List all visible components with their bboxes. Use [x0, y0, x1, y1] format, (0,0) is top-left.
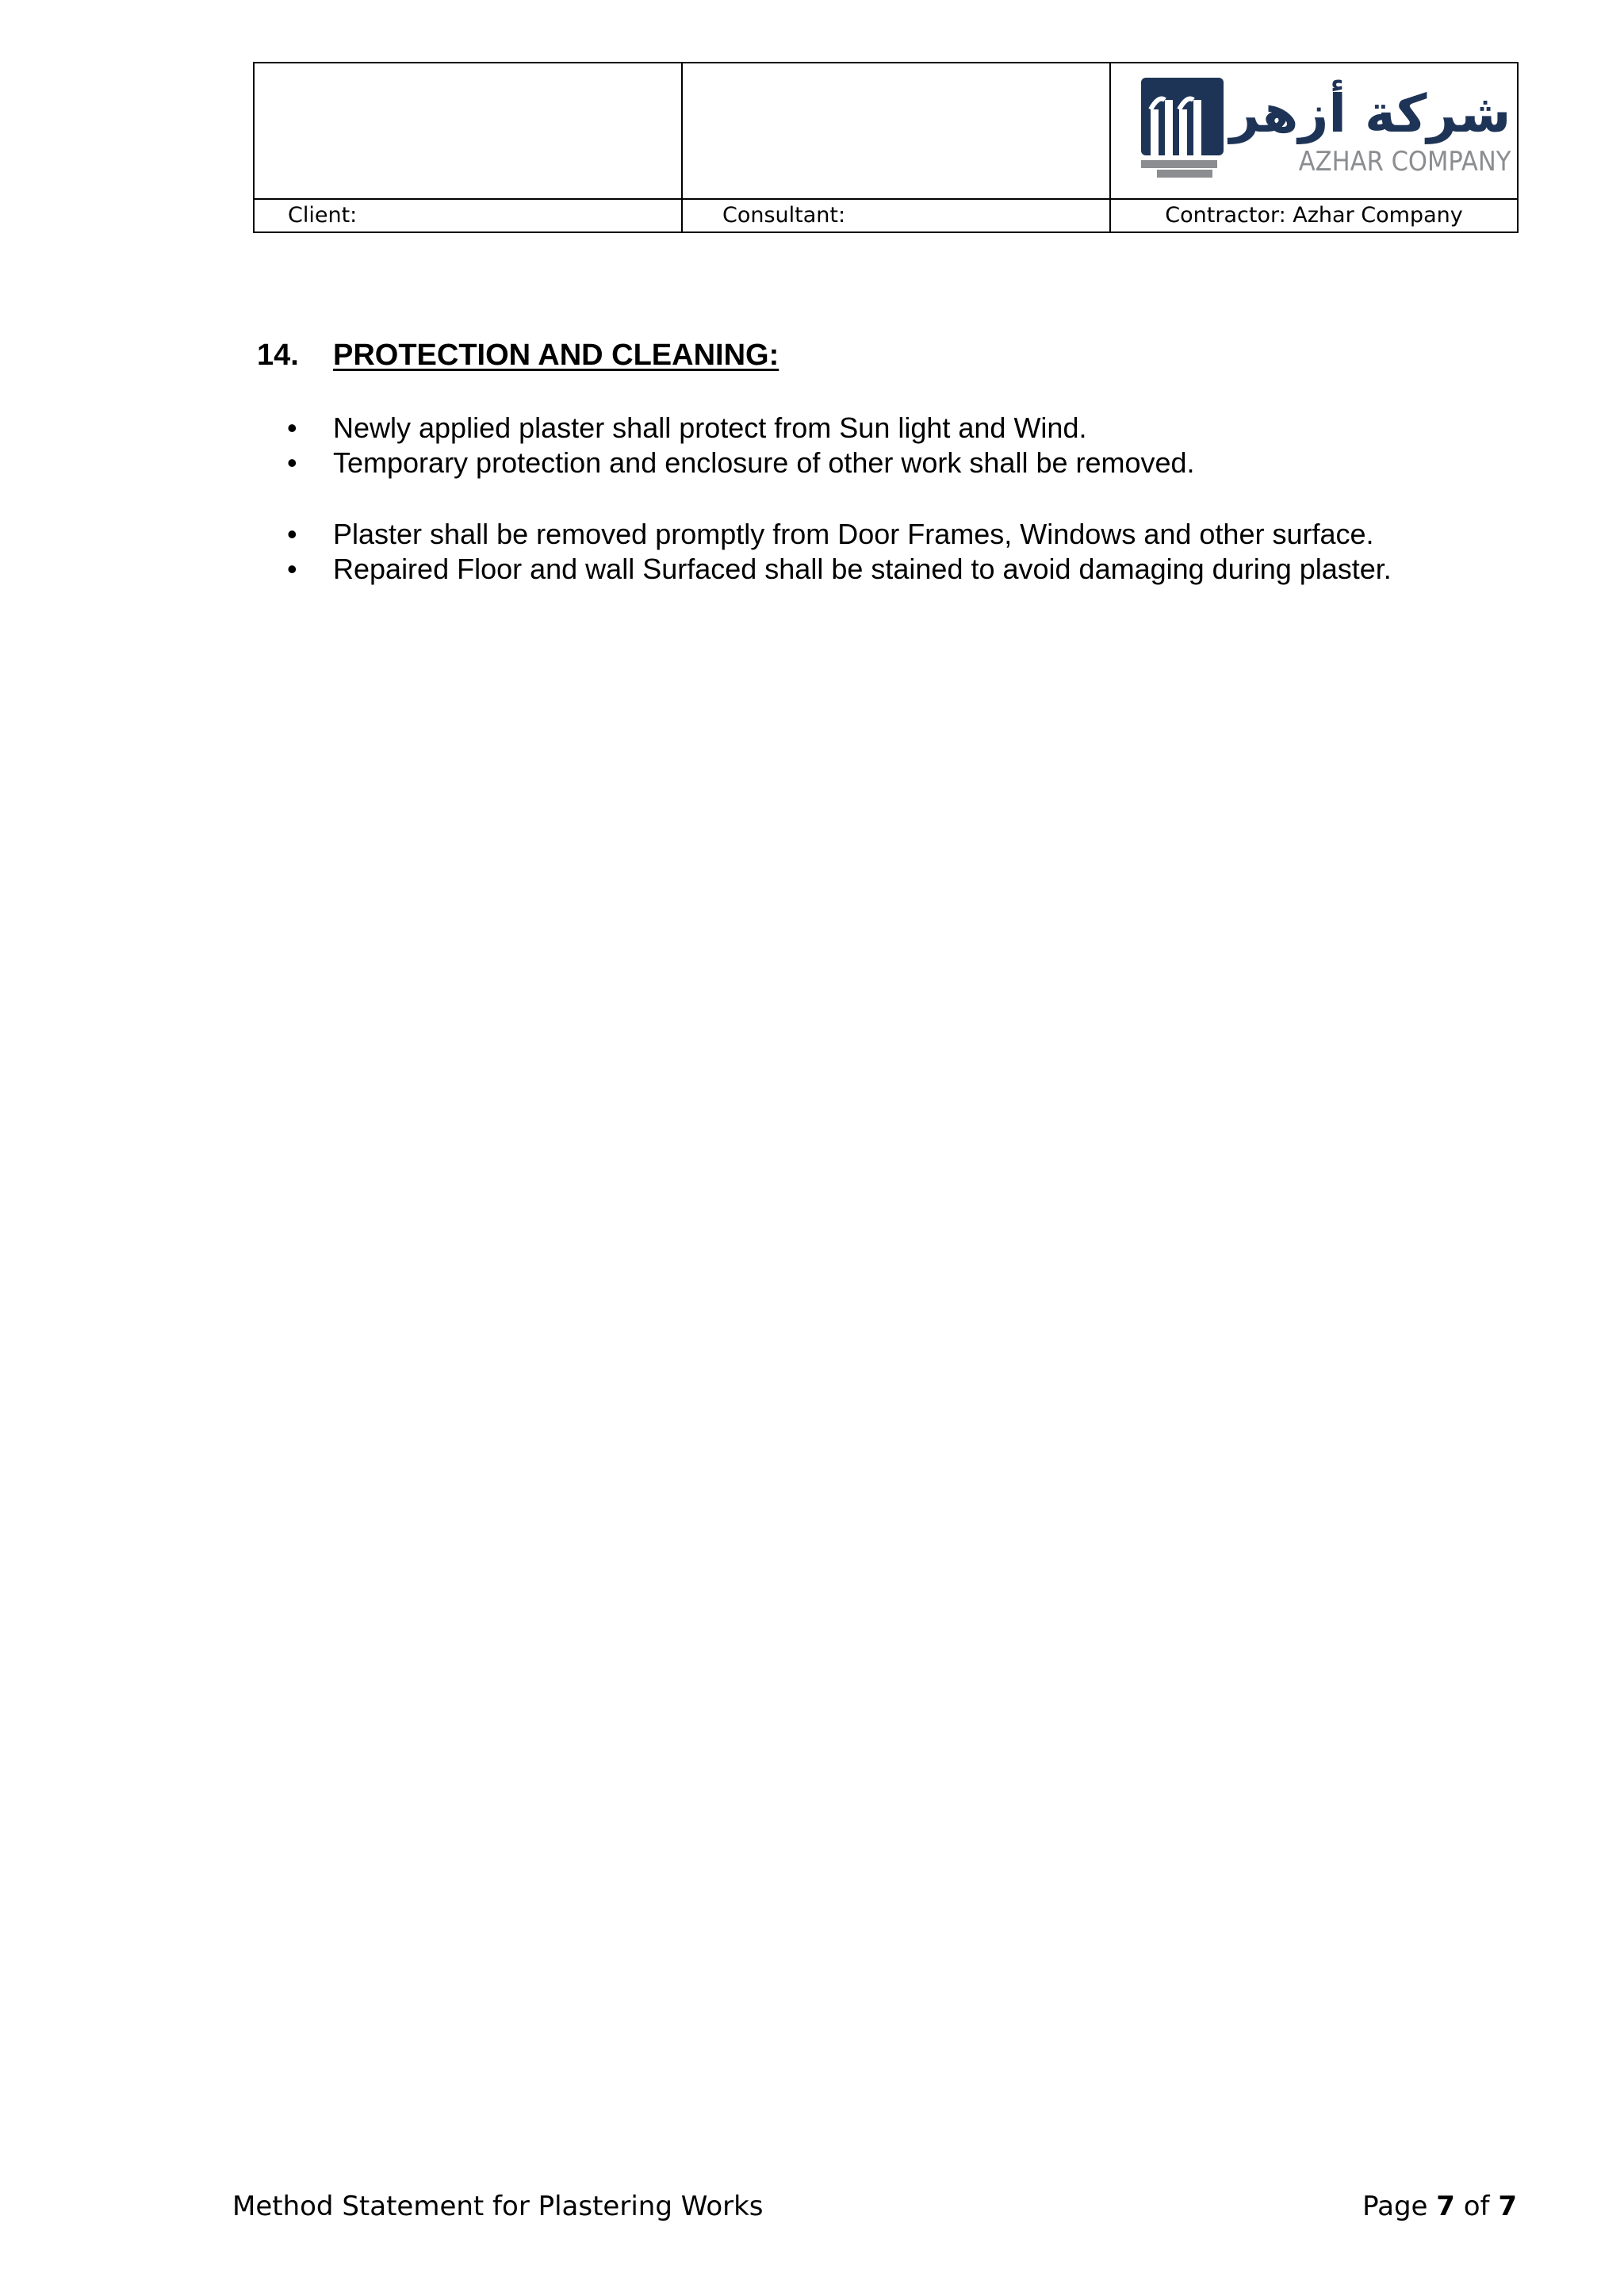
footer-page-number [1362, 2187, 1517, 2226]
header-table [253, 62, 1519, 233]
client-box [254, 63, 682, 199]
list-item [257, 517, 1410, 552]
logo-arabic-text: شركة أزهر [1229, 83, 1511, 144]
contractor-label: Contractor: Azhar Company [1110, 199, 1518, 232]
bullet-list-group-two [257, 517, 1415, 587]
page-prefix: Page [1362, 2191, 1437, 2222]
footer-document-title: Method Statement for Plastering Works [232, 2191, 764, 2222]
logo-english-text: AZHAR COMPANY [1298, 146, 1511, 178]
list-item-text: Repaired Floor and wall Surfaced shall be stained to avoid damaging during plaster. [333, 553, 1392, 585]
list-item-text: Newly applied plaster shall protect from Sun light and Wind. [333, 411, 1087, 444]
consultant-box [682, 63, 1110, 199]
consultant-label: Consultant: [682, 199, 1110, 232]
page-current: 7 [1436, 2191, 1455, 2222]
client-label: Client: [254, 199, 682, 232]
section-title: PROTECTION AND CLEANING: [333, 339, 779, 372]
contractor-logo-box [1110, 63, 1518, 199]
bullet-list-group-one [257, 411, 1415, 480]
section-number: 14. [257, 339, 299, 372]
azhar-logo-icon [1141, 78, 1224, 184]
section-heading [257, 333, 1415, 377]
bullet-icon: • [287, 411, 297, 444]
list-item-text: Temporary protection and enclosure of other work shall be removed. [333, 446, 1195, 479]
header-label-row [254, 199, 1518, 232]
page-total: 7 [1498, 2191, 1517, 2222]
company-logo [1111, 63, 1517, 198]
bullet-icon: • [287, 446, 297, 479]
page-separator: of [1454, 2191, 1499, 2222]
list-item [257, 446, 1410, 480]
list-item [257, 552, 1410, 587]
page-footer [232, 2187, 1517, 2226]
list-item [257, 411, 1410, 446]
list-item-text: Plaster shall be removed promptly from Door Frames, Windows and other surface. [333, 518, 1374, 550]
bullet-icon: • [287, 518, 297, 550]
header-logo-row [254, 63, 1518, 199]
section-protection-cleaning [257, 333, 1415, 587]
bullet-icon: • [287, 553, 297, 585]
